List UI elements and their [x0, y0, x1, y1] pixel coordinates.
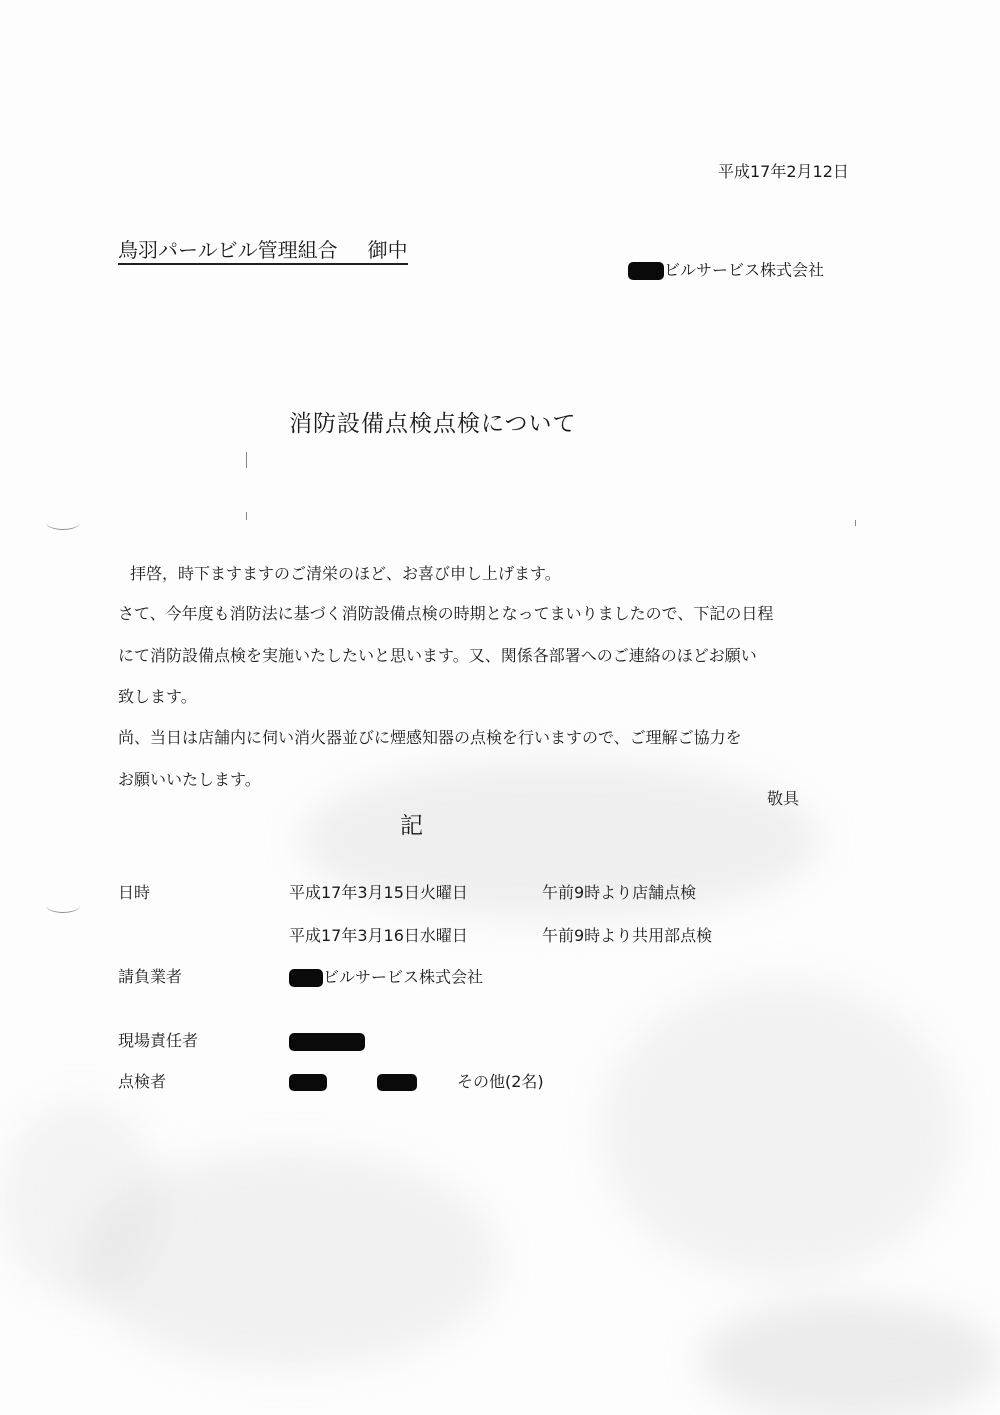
- closing-keigu: 敬具: [767, 789, 800, 808]
- punch-hole-mark: [46, 515, 80, 530]
- sender-company-suffix: ビルサービス株式会社: [664, 260, 825, 280]
- inspector-names: [289, 1074, 417, 1091]
- redaction-block: [377, 1074, 417, 1091]
- inspector-label: 点検者: [118, 1072, 167, 1091]
- day2-time: 午前9時より共用部点検: [542, 926, 713, 945]
- redaction-block: [289, 969, 323, 987]
- supervisor-label: 現場責任者: [118, 1031, 199, 1050]
- scan-mark: [246, 512, 247, 520]
- day2-date: 平成17年3月16日水曜日: [289, 926, 468, 945]
- addressee-name: 鳥羽パールビル管理組合: [118, 238, 338, 262]
- contractor-suffix: ビルサービス株式会社: [323, 967, 484, 987]
- sender-company: [628, 262, 824, 280]
- day1-date: 平成17年3月15日火曜日: [289, 883, 468, 902]
- redaction-block: [289, 1074, 327, 1091]
- document-title: 消防設備点検点検について: [289, 411, 577, 437]
- supervisor-name: [289, 1033, 365, 1051]
- contractor-name: [289, 969, 483, 987]
- letter-date: 平成17年2月12日: [718, 162, 849, 181]
- ki-heading: 記: [400, 813, 423, 839]
- addressee-honorific: 御中: [367, 238, 408, 262]
- body-line: 拝啓，時下ますますのご清栄のほど、お喜び申し上げます。: [130, 564, 561, 583]
- inspector-others: その他(2名): [457, 1072, 544, 1091]
- punch-hole-mark: [46, 898, 80, 913]
- body-line: さて、今年度も消防法に基づく消防設備点検の時期となってまいりましたので、下記の日程: [118, 604, 774, 623]
- body-line: お願いいたします。: [118, 770, 261, 789]
- body-line: にて消防設備点検を実施いたしたいと思います。又、関係各部署へのご連絡のほどお願い: [118, 646, 757, 665]
- contractor-label: 請負業者: [118, 967, 183, 986]
- redaction-block: [628, 262, 664, 280]
- body-line: 尚、当日は店舗内に伺い消火器並びに煙感知器の点検を行いますので、ご理解ご協力を: [118, 728, 742, 747]
- addressee: [118, 240, 408, 265]
- scan-mark: [246, 452, 247, 468]
- day1-time: 午前9時より店舗点検: [542, 883, 697, 902]
- datetime-label: 日時: [118, 883, 151, 902]
- scan-mark: [855, 520, 856, 526]
- body-line: 致します。: [118, 687, 197, 706]
- redaction-block: [289, 1033, 365, 1051]
